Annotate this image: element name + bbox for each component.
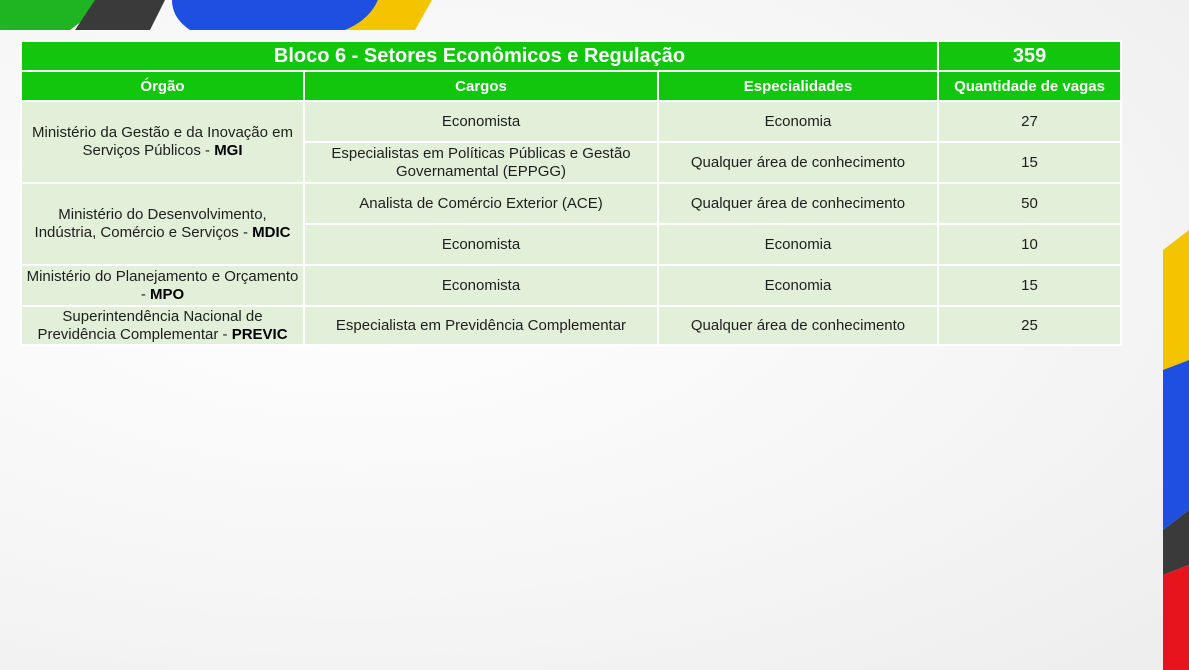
table-row <box>21 183 1121 224</box>
org-name: Superintendência Nacional de Previdência Complementar - <box>37 307 263 343</box>
table-row <box>21 306 1121 345</box>
decorative-banner-right <box>1163 230 1189 670</box>
especialidade-cell: Economia <box>658 265 938 306</box>
block-title: Bloco 6 - Setores Econômicos e Regulação <box>21 41 938 71</box>
org-acronym: PREVIC <box>231 325 288 343</box>
total-vacancies: 359 <box>938 41 1121 71</box>
table-title-row <box>21 41 1121 71</box>
cargo-cell: Economista <box>304 224 658 265</box>
org-cell-mpo <box>21 265 304 306</box>
org-cell-previc <box>21 306 304 345</box>
cargo-cell: Analista de Comércio Exterior (ACE) <box>304 183 658 224</box>
column-header-especialidades: Especialidades <box>658 71 938 101</box>
org-cell-mdic <box>21 183 304 265</box>
cargo-cell: Especialista em Previdência Complementar <box>304 306 658 345</box>
vagas-cell: 27 <box>938 101 1121 142</box>
table-row <box>21 265 1121 306</box>
org-cell-mgi <box>21 101 304 183</box>
cargo-cell: Economista <box>304 101 658 142</box>
vacancies-table-container <box>20 40 1120 346</box>
org-name: Ministério do Desenvolvimento, Indústria, Comércio e Serviços - <box>34 206 267 241</box>
vagas-cell: 15 <box>938 142 1121 183</box>
vagas-cell: 10 <box>938 224 1121 265</box>
org-name: Ministério da Gestão e da Inovação em Serviços Públicos - <box>32 124 293 159</box>
especialidade-cell: Economia <box>658 101 938 142</box>
vagas-cell: 50 <box>938 183 1121 224</box>
vagas-cell: 15 <box>938 265 1121 306</box>
especialidade-cell: Economia <box>658 224 938 265</box>
org-acronym: MGI <box>214 142 243 159</box>
column-header-orgao: Órgão <box>21 71 304 101</box>
decorative-banner-top <box>0 0 440 30</box>
vagas-cell: 25 <box>938 306 1121 345</box>
especialidade-cell: Qualquer área de conhecimento <box>658 183 938 224</box>
org-name: Ministério do Planejamento e Orçamento - <box>26 267 299 303</box>
table-row <box>21 101 1121 142</box>
column-header-vagas: Quantidade de vagas <box>938 71 1121 101</box>
org-acronym: MDIC <box>252 224 291 241</box>
cargo-cell: Economista <box>304 265 658 306</box>
column-header-cargos: Cargos <box>304 71 658 101</box>
table-header-row <box>21 71 1121 101</box>
org-acronym: MPO <box>150 285 185 303</box>
vacancies-table <box>20 40 1122 346</box>
cargo-cell: Especialistas em Políticas Públicas e Gestão Governamental (EPPGG) <box>304 142 658 183</box>
especialidade-cell: Qualquer área de conhecimento <box>658 306 938 345</box>
especialidade-cell: Qualquer área de conhecimento <box>658 142 938 183</box>
